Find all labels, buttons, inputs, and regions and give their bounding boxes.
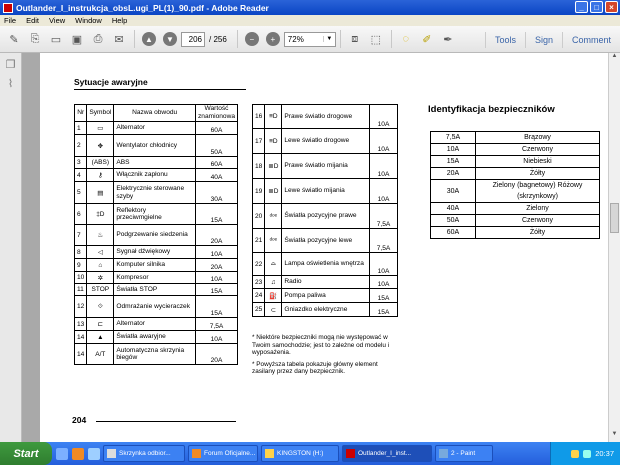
mail-icon bbox=[107, 449, 116, 458]
table-row bbox=[253, 154, 398, 179]
fuse-symbol-text: STOP bbox=[87, 284, 114, 296]
fuse-number: 2 bbox=[75, 135, 87, 157]
fuse-number: 21 bbox=[253, 229, 265, 253]
low-beam-icon: ≣D bbox=[265, 154, 282, 179]
table-row bbox=[253, 105, 398, 129]
header-value: Wartość znamionowa bbox=[195, 105, 237, 122]
table-row bbox=[75, 296, 238, 318]
note: * Powyższa tabela pokazuje główny element zasilany przez dany bezpiecznik. bbox=[252, 360, 378, 375]
create-pdf-icon[interactable]: ✎ bbox=[9, 33, 19, 46]
fuse-number: 8 bbox=[75, 246, 87, 259]
circuit-name: ABS bbox=[114, 157, 196, 169]
menu-view[interactable]: View bbox=[49, 16, 66, 25]
table-row bbox=[75, 122, 238, 135]
paint-icon bbox=[439, 449, 448, 458]
battery-icon: ▭ bbox=[87, 122, 114, 135]
highlight-icon[interactable]: ✐ bbox=[422, 33, 432, 46]
quicklaunch-desktop-icon[interactable] bbox=[88, 448, 100, 460]
fuse-number: 10 bbox=[75, 272, 87, 284]
table-row bbox=[253, 303, 398, 317]
fuse-number: 1 bbox=[75, 122, 87, 135]
rated-current: 60A bbox=[195, 122, 237, 135]
circuit-name: Gniazdko elektryczne bbox=[282, 303, 370, 317]
page-total: / 256 bbox=[209, 34, 227, 44]
menu-file[interactable]: File bbox=[4, 16, 17, 25]
pdf-icon bbox=[346, 449, 355, 458]
circuit-name: Prawe światło mijania bbox=[282, 154, 370, 179]
chevron-down-icon[interactable]: ▼ bbox=[323, 36, 335, 42]
fuse-color-table bbox=[430, 131, 600, 239]
rated-current: 60A bbox=[195, 157, 237, 169]
arrow-down-icon: ▼ bbox=[163, 32, 177, 46]
position-light-icon: ᵈᵒᵉ bbox=[265, 204, 282, 229]
scroll-up-icon[interactable]: ▲ bbox=[611, 53, 618, 59]
print-icon[interactable]: ⎙ bbox=[93, 32, 103, 45]
circuit-name: Podgrzewanie siedzenia bbox=[114, 225, 196, 246]
table-row bbox=[431, 180, 600, 203]
circuit-name: Radio bbox=[282, 276, 370, 289]
task-label: KINGSTON (H:) bbox=[277, 450, 324, 457]
table-row bbox=[75, 157, 238, 169]
maximize-button[interactable]: □ bbox=[590, 1, 603, 13]
task-forum[interactable] bbox=[188, 445, 258, 462]
rated-current: 30A bbox=[195, 182, 237, 204]
browser-icon bbox=[192, 449, 201, 458]
circuit-name: Światła awaryjne bbox=[114, 331, 196, 344]
horn-icon: ◁ bbox=[87, 246, 114, 259]
fuse-symbol-text: A/T bbox=[87, 344, 114, 365]
plus-icon: + bbox=[266, 32, 280, 46]
table-row bbox=[75, 182, 238, 204]
zoom-in-button[interactable] bbox=[263, 30, 283, 48]
circuit-name: Alternator bbox=[114, 318, 196, 331]
table-row bbox=[75, 169, 238, 182]
circuit-name: Odmrażanie wycieraczek bbox=[114, 296, 196, 318]
tools-tab[interactable]: Tools bbox=[485, 32, 525, 48]
next-page-button[interactable] bbox=[160, 30, 180, 48]
email-icon[interactable]: ✉ bbox=[114, 33, 124, 46]
rated-current: 15A bbox=[195, 204, 237, 225]
fuse-number: 11 bbox=[75, 284, 87, 296]
abs-icon: (ABS) bbox=[87, 157, 114, 169]
fuse-value: 30A bbox=[431, 180, 476, 203]
fuse-table-left bbox=[74, 104, 238, 365]
circuit-name: Elektrycznie sterowane szyby bbox=[114, 182, 196, 204]
start-label: Start bbox=[13, 447, 39, 460]
vertical-scrollbar[interactable] bbox=[608, 53, 620, 442]
zoom-input[interactable] bbox=[285, 35, 323, 44]
circuit-name: Lampa oświetlenia wnętrza bbox=[282, 253, 370, 276]
rated-current: 10A bbox=[370, 154, 398, 179]
circuit-name: Światła pozycyjne prawe bbox=[282, 204, 370, 229]
rated-current: 7,5A bbox=[195, 318, 237, 331]
table-row bbox=[253, 276, 398, 289]
rated-current: 10A bbox=[370, 105, 398, 129]
quicklaunch-ie-icon[interactable] bbox=[56, 448, 68, 460]
close-button[interactable]: × bbox=[605, 1, 618, 13]
minus-icon: − bbox=[245, 32, 259, 46]
fuse-number: 24 bbox=[253, 289, 265, 303]
table-row bbox=[253, 229, 398, 253]
fuse-number: 14 bbox=[75, 331, 87, 344]
table-row bbox=[75, 331, 238, 344]
tray-icon[interactable] bbox=[583, 450, 591, 458]
folder-icon bbox=[265, 449, 274, 458]
color-section-title: Identyfikacja bezpieczników bbox=[428, 104, 555, 115]
adobe-reader-icon bbox=[3, 3, 13, 13]
fuse-color: Czerwony bbox=[476, 144, 600, 156]
section-title: Sytuacje awaryjne bbox=[74, 77, 246, 90]
circuit-name: Lewe światło drogowe bbox=[282, 129, 370, 154]
circuit-name: Światła pozycyjne lewe bbox=[282, 229, 370, 253]
table-row bbox=[75, 272, 238, 284]
system-tray bbox=[550, 442, 620, 465]
socket-icon: ⊂ bbox=[265, 303, 282, 317]
task-kingston[interactable] bbox=[261, 445, 339, 462]
fuse-number: 25 bbox=[253, 303, 265, 317]
title-bar bbox=[0, 0, 620, 15]
circuit-name: Komputer silnika bbox=[114, 259, 196, 272]
zoom-out-button[interactable] bbox=[242, 30, 262, 48]
page-number: 204 bbox=[72, 415, 87, 425]
save-icon[interactable]: ▣ bbox=[71, 33, 83, 46]
circuit-name: Automatyczna skrzynia biegów bbox=[114, 344, 196, 365]
fuse-number: 16 bbox=[253, 105, 265, 129]
fuse-number: 19 bbox=[253, 179, 265, 204]
fuse-number: 18 bbox=[253, 154, 265, 179]
document-area[interactable] bbox=[22, 53, 608, 442]
attachment-icon[interactable]: ⌇ bbox=[7, 78, 14, 90]
fuse-value: 10A bbox=[431, 144, 476, 156]
table-row bbox=[75, 204, 238, 225]
circuit-name: Reflektory przeciwmgielne bbox=[114, 204, 196, 225]
table-row bbox=[75, 318, 238, 331]
divider bbox=[96, 421, 236, 422]
fuse-value: 15A bbox=[431, 156, 476, 168]
table-row bbox=[253, 253, 398, 276]
tray-icon[interactable] bbox=[571, 450, 579, 458]
fuse-color: Czerwony bbox=[476, 215, 600, 227]
circuit-name: Kompresor bbox=[114, 272, 196, 284]
arrow-up-icon: ▲ bbox=[142, 32, 156, 46]
table-row bbox=[75, 135, 238, 157]
table-row bbox=[75, 225, 238, 246]
fuse-value: 7,5A bbox=[431, 132, 476, 144]
circuit-name: Wentylator chłodnicy bbox=[114, 135, 196, 157]
rated-current: 10A bbox=[370, 253, 398, 276]
navigation-panel bbox=[0, 53, 22, 442]
table-row bbox=[431, 215, 600, 227]
alternator-icon: ⊏ bbox=[87, 318, 114, 331]
circuit-name: Prawe światło drogowe bbox=[282, 105, 370, 129]
rated-current: 7,5A bbox=[370, 204, 398, 229]
comment-icon[interactable]: ◌ bbox=[402, 33, 410, 45]
fuse-number: 14 bbox=[75, 344, 87, 365]
low-beam-icon: ≣D bbox=[265, 179, 282, 204]
seat-heater-icon: ♨ bbox=[87, 225, 114, 246]
fit-width-icon[interactable]: ⬚ bbox=[370, 33, 381, 46]
table-row bbox=[431, 203, 600, 215]
fuse-value: 40A bbox=[431, 203, 476, 215]
fit-page-icon[interactable]: ⧈ bbox=[351, 32, 359, 45]
table-row bbox=[75, 344, 238, 365]
zoom-select[interactable] bbox=[284, 32, 336, 47]
circuit-name: Światła STOP bbox=[114, 284, 196, 296]
note: * Niektóre bezpieczniki mogą nie występować w Twoim samochodzie; jest to zależne od modelu i wyposażenia. bbox=[252, 334, 390, 356]
ignition-icon: ⚷ bbox=[87, 169, 114, 182]
fog-light-icon: ‡D bbox=[87, 204, 114, 225]
rated-current: 20A bbox=[195, 225, 237, 246]
fuse-value: 60A bbox=[431, 227, 476, 239]
task-label: Outlander_I_inst... bbox=[358, 450, 412, 457]
table-row bbox=[253, 289, 398, 303]
rated-current: 15A bbox=[195, 284, 237, 296]
radio-icon: ♫ bbox=[265, 276, 282, 289]
fuse-number: 12 bbox=[75, 296, 87, 318]
rated-current: 15A bbox=[370, 289, 398, 303]
toolbar bbox=[0, 26, 620, 53]
task-label: Skrzynka odbior... bbox=[119, 450, 171, 457]
hazard-icon: ▲ bbox=[87, 331, 114, 344]
engine-icon: ⌂ bbox=[87, 259, 114, 272]
sign-tab[interactable]: Sign bbox=[525, 32, 562, 48]
table-row bbox=[253, 204, 398, 229]
pages-icon[interactable]: ❐ bbox=[5, 59, 16, 71]
fuse-value: 20A bbox=[431, 168, 476, 180]
power-window-icon: ▤ bbox=[87, 182, 114, 204]
table-row bbox=[431, 144, 600, 156]
task-label: 2 - Paint bbox=[451, 450, 476, 457]
rated-current: 10A bbox=[195, 272, 237, 284]
position-light-icon: ᵈᵒᵉ bbox=[265, 229, 282, 253]
table-row bbox=[253, 179, 398, 204]
fuse-color: Zielony (bagnetowy) Różowy (skrzynkowy) bbox=[476, 180, 600, 203]
notes bbox=[252, 334, 402, 380]
minimize-button[interactable]: _ bbox=[575, 1, 588, 13]
fuse-color: Żółty bbox=[476, 168, 600, 180]
sign-pen-icon[interactable]: ✒ bbox=[443, 33, 453, 46]
table-row bbox=[75, 284, 238, 296]
fuel-pump-icon: ⛽ bbox=[265, 289, 282, 303]
table-row bbox=[75, 246, 238, 259]
header-no: Nr bbox=[75, 105, 87, 122]
fuse-number: 6 bbox=[75, 204, 87, 225]
pdf-page bbox=[40, 53, 608, 442]
header-symbol: Symbol bbox=[87, 105, 114, 122]
fuse-number: 7 bbox=[75, 225, 87, 246]
circuit-name: Pompa paliwa bbox=[282, 289, 370, 303]
rated-current: 15A bbox=[370, 303, 398, 317]
rated-current: 10A bbox=[370, 179, 398, 204]
fuse-value: 50A bbox=[431, 215, 476, 227]
circuit-name: Lewe światło mijania bbox=[282, 179, 370, 204]
fuse-number: 4 bbox=[75, 169, 87, 182]
rated-current: 50A bbox=[195, 135, 237, 157]
compressor-icon: ✲ bbox=[87, 272, 114, 284]
high-beam-icon: ≡D bbox=[265, 129, 282, 154]
circuit-name: Włącznik zapłonu bbox=[114, 169, 196, 182]
table-row bbox=[431, 132, 600, 144]
circuit-name: Alternator bbox=[114, 122, 196, 135]
rated-current: 10A bbox=[195, 331, 237, 344]
table-row bbox=[431, 168, 600, 180]
open-folder-icon[interactable]: ▭ bbox=[50, 33, 62, 46]
fuse-number: 9 bbox=[75, 259, 87, 272]
scroll-down-icon[interactable]: ▼ bbox=[611, 431, 618, 437]
task-label: Forum Oficjalne... bbox=[204, 450, 256, 457]
fan-icon: ✥ bbox=[87, 135, 114, 157]
rated-current: 7,5A bbox=[370, 229, 398, 253]
rated-current: 10A bbox=[370, 276, 398, 289]
task-mail[interactable] bbox=[103, 445, 185, 462]
high-beam-icon: ≡D bbox=[265, 105, 282, 129]
table-row bbox=[253, 129, 398, 154]
fuse-number: 13 bbox=[75, 318, 87, 331]
rated-current: 20A bbox=[195, 344, 237, 365]
defroster-icon: ⟐ bbox=[87, 296, 114, 318]
fuse-color: Zielony bbox=[476, 203, 600, 215]
fuse-color: Żółty bbox=[476, 227, 600, 239]
menu-bar bbox=[0, 15, 620, 26]
window-title: Outlander_I_instrukcja_obsL.ugi_PL(1)_90.pdf - Adobe Reader bbox=[16, 2, 269, 13]
fuse-number: 5 bbox=[75, 182, 87, 204]
rated-current: 10A bbox=[370, 129, 398, 154]
open-icon[interactable]: ⎘ bbox=[30, 32, 40, 45]
table-row bbox=[431, 227, 600, 239]
previous-page-button[interactable] bbox=[139, 30, 159, 48]
menu-window[interactable]: Window bbox=[75, 16, 102, 25]
scroll-thumb[interactable] bbox=[610, 203, 619, 233]
fuse-number: 20 bbox=[253, 204, 265, 229]
rated-current: 20A bbox=[195, 259, 237, 272]
comment-tab[interactable]: Comment bbox=[562, 32, 620, 48]
fuse-number: 22 bbox=[253, 253, 265, 276]
quicklaunch-firefox-icon[interactable] bbox=[72, 448, 84, 460]
menu-edit[interactable]: Edit bbox=[26, 16, 40, 25]
fuse-number: 23 bbox=[253, 276, 265, 289]
table-row bbox=[431, 156, 600, 168]
start-button[interactable] bbox=[0, 442, 52, 465]
page-number-input[interactable] bbox=[181, 32, 205, 47]
fuse-color: Brązowy bbox=[476, 132, 600, 144]
interior-light-icon: ⌓ bbox=[265, 253, 282, 276]
rated-current: 10A bbox=[195, 246, 237, 259]
clock: 20:37 bbox=[595, 449, 614, 458]
circuit-name: Sygnał dźwiękowy bbox=[114, 246, 196, 259]
header-name: Nazwa obwodu bbox=[114, 105, 196, 122]
task-paint[interactable] bbox=[435, 445, 493, 462]
task-adobe-reader[interactable] bbox=[342, 445, 432, 462]
rated-current: 15A bbox=[195, 296, 237, 318]
rated-current: 40A bbox=[195, 169, 237, 182]
fuse-number: 17 bbox=[253, 129, 265, 154]
fuse-number: 3 bbox=[75, 157, 87, 169]
taskbar bbox=[0, 442, 620, 465]
fuse-table-right bbox=[252, 104, 398, 317]
menu-help[interactable]: Help bbox=[111, 16, 128, 25]
table-row bbox=[75, 259, 238, 272]
fuse-color: Niebieski bbox=[476, 156, 600, 168]
